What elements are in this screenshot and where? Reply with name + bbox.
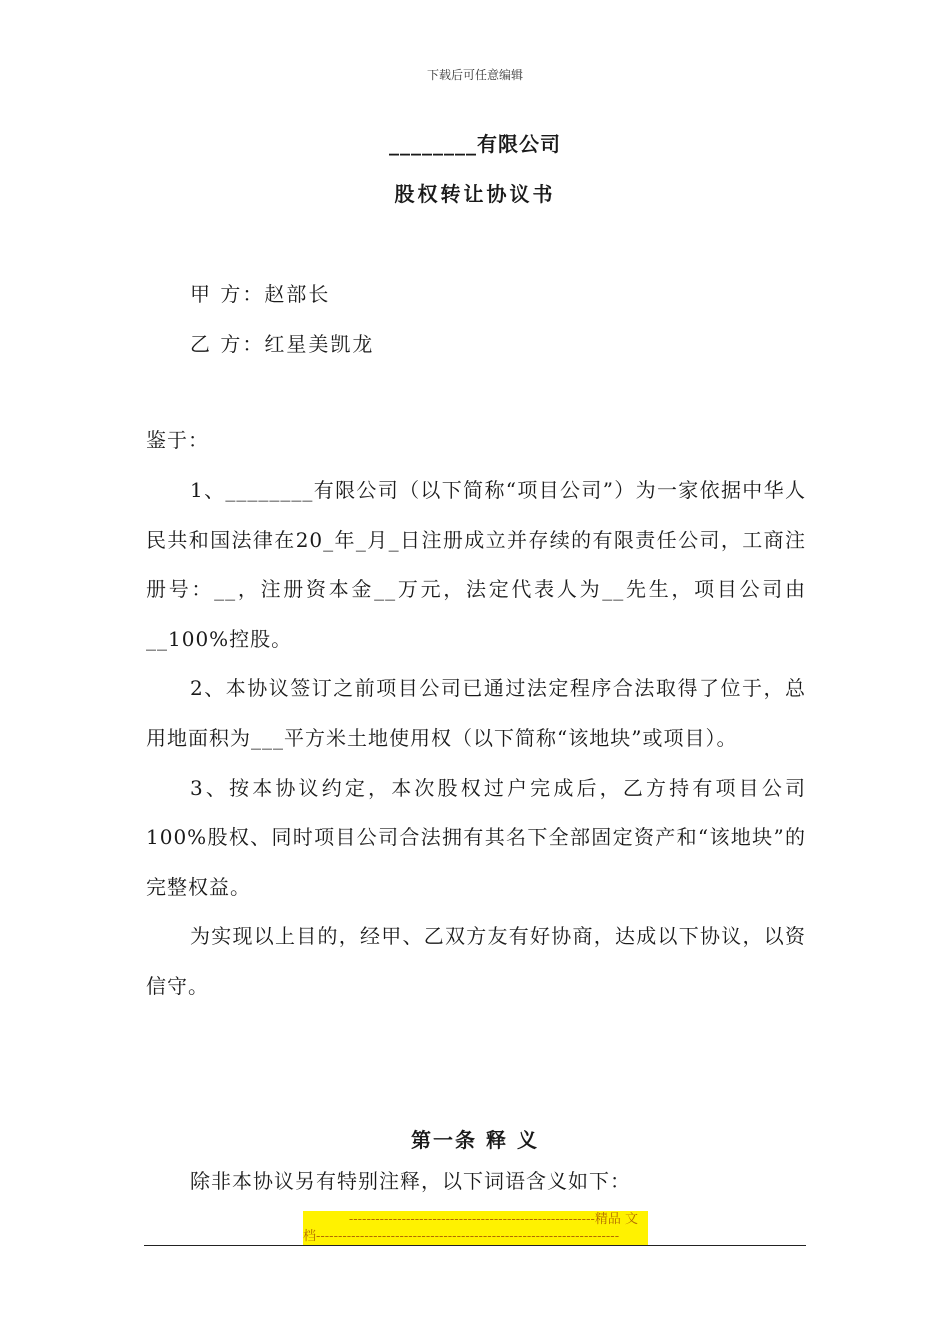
section-intro: 除非本协议另有特别注释，以下词语含义如下：: [190, 1169, 631, 1193]
party-a: 甲 方：赵部长: [190, 282, 331, 306]
whereas-label-text: 鉴于：: [146, 428, 209, 452]
paragraph-2: 2、本协议签订之前项目公司已通过法定程序合法取得了位于，总用地面积为___平方米土地使用权（以下简称“该地块”或项目）。: [146, 676, 806, 750]
section-heading-definitions: 第一条 释 义: [411, 1128, 539, 1152]
footer-watermark-line1: --------------------------------------------------------精品 文: [348, 1212, 638, 1227]
footer-watermark: [303, 1211, 648, 1245]
whereas-paragraphs: [146, 466, 806, 1012]
paragraph-1: 1、________有限公司（以下简称“项目公司”）为一家依据中华人民共和国法律在20_年_月_日注册成立并存续的有限责任公司，工商注册号：__，注册资本金__万元，法定代表人为__先生，项目公司由__100%控股。: [146, 478, 806, 651]
document-title-company: ________有限公司: [389, 132, 561, 156]
whereas-label: [146, 416, 806, 466]
paragraph-3: 3、按本协议约定，本次股权过户完成后，乙方持有项目公司100%股权、同时项目公司合法拥有其名下全部固定资产和“该地块”的完整权益。: [146, 775, 806, 899]
header-note: 下载后可任意编辑: [426, 68, 523, 82]
footer-watermark-line2: 档---------------------------------------------------------------------: [303, 1229, 620, 1244]
footer-divider: [144, 1245, 806, 1246]
party-b: 乙 方：红星美凯龙: [190, 332, 375, 356]
document-title: 股权转让协议书: [394, 182, 556, 206]
paragraph-4: 为实现以上目的，经甲、乙双方友有好协商，达成以下协议，以资信守。: [146, 924, 806, 998]
